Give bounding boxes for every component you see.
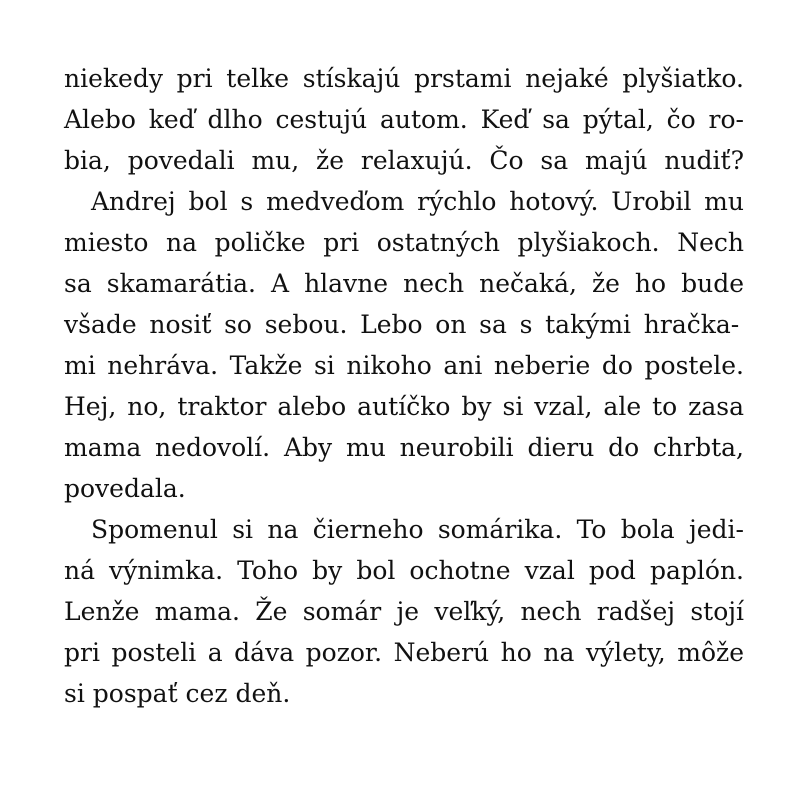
text-line-14: Lenže mama. Že somár je veľký, nech radšej stojí [64,597,744,626]
text-line-8: mi nehráva. Takže si nikoho ani neberie do postele. [64,351,744,380]
text-line-1: niekedy pri telke stískajú prstami nejaké plyšiatko. [64,64,744,93]
text-line-6: sa skamarátia. A hlavne nech nečaká, že ho bude [64,269,744,298]
text-line-10: mama nedovolí. Aby mu neurobili dieru do chrbta, [64,433,744,462]
text-line-3: bia, povedali mu, že relaxujú. Čo sa majú nudiť? [64,146,744,175]
text-line-7: všade nosiť so sebou. Lebo on sa s takými hračka- [64,310,740,339]
text-line-4: Andrej bol s medveďom rýchlo hotový. Urobil mu [91,187,744,216]
text-line-5: miesto na poličke pri ostatných plyšiakoch. Nech [64,228,744,257]
body-text [64,58,744,714]
text-line-9: Hej, no, traktor alebo autíčko by si vzal, ale to zasa [64,392,744,421]
text-line-2: Alebo keď dlho cestujú autom. Keď sa pýtal, čo ro- [64,105,744,134]
text-line-16: si pospať cez deň. [64,679,291,708]
text-line-12: Spomenul si na čierneho somárika. To bola jedi- [91,515,744,544]
text-line-11: povedala. [64,474,186,503]
text-line-15: pri posteli a dáva pozor. Neberú ho na výlety, môže [64,638,744,667]
text-line-13: ná výnimka. Toho by bol ochotne vzal pod paplón. [64,556,744,585]
